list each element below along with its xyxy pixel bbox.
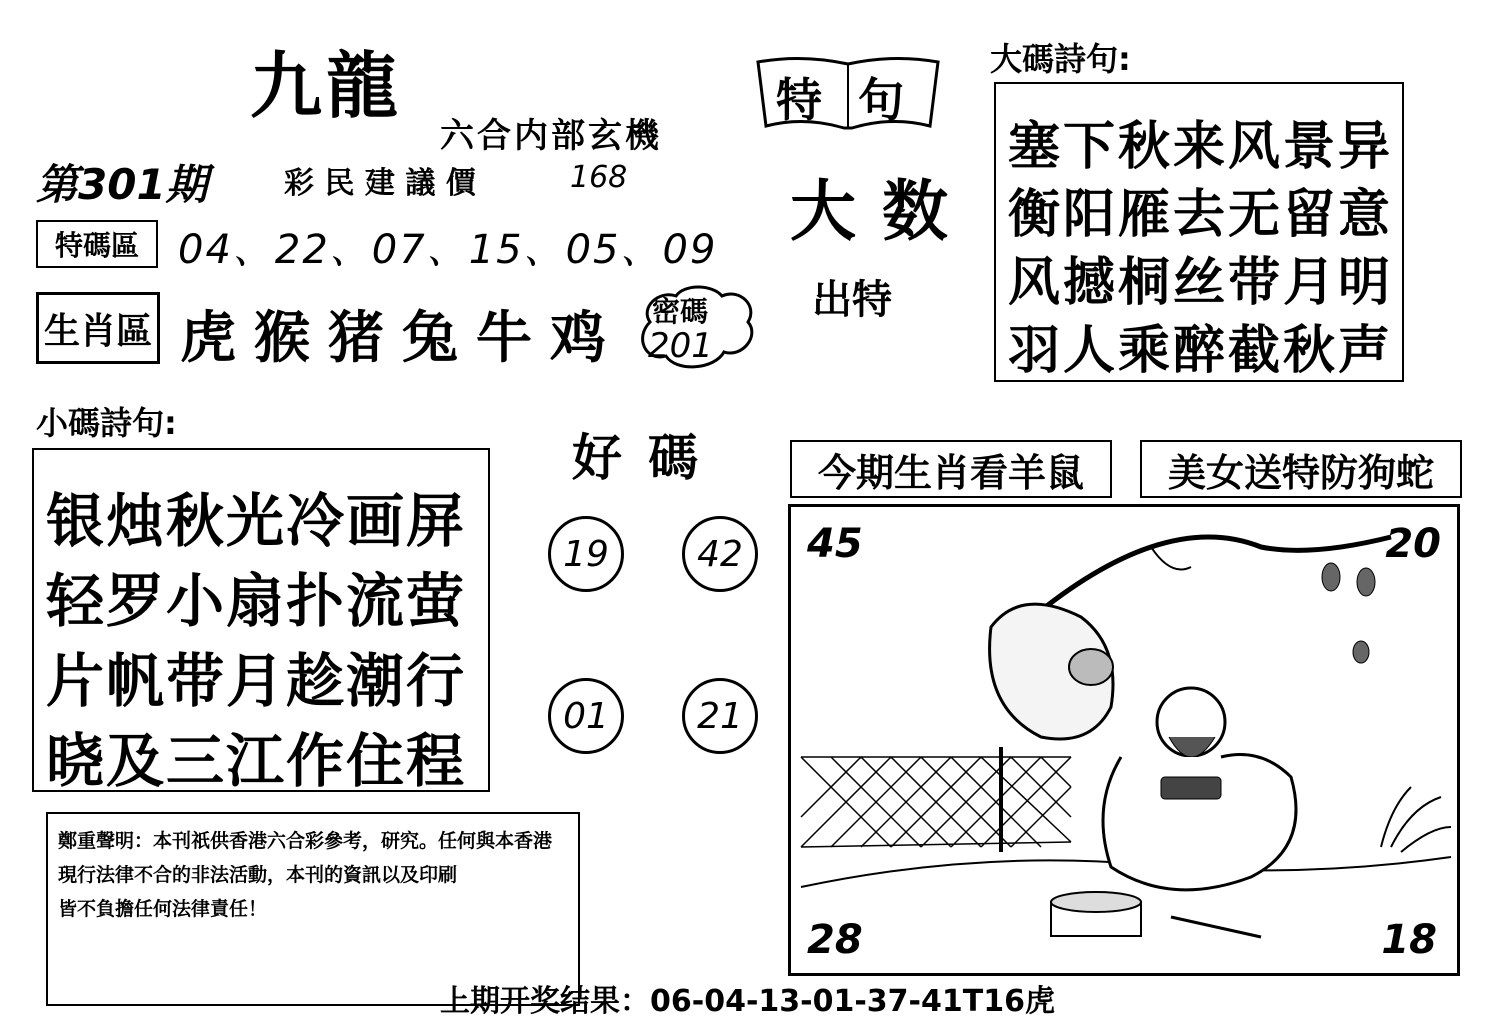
- zodiac-hint-box: [790, 440, 1112, 498]
- good-number: 01: [548, 678, 624, 754]
- small-poem-title: 小碼詩句:: [36, 404, 177, 442]
- last-result: 上期开奖结果：06-04-13-01-37-41T16虎: [440, 984, 1055, 1019]
- zodiac-zone-label-box: [36, 292, 160, 364]
- big-poem-line: 衡阳雁去无留意: [1008, 185, 1394, 245]
- corner-number-bottom-right: 18: [1381, 917, 1437, 963]
- big-poem-title: 大碼詩句:: [990, 40, 1131, 78]
- disclaimer-line: 現行法律不合的非法活動，本刊的資訊以及印刷: [58, 864, 458, 886]
- price-value: 168: [570, 160, 628, 195]
- disclaimer-line: 鄭重聲明：本刊祇供香港六合彩參考，研究。任何與本香港: [58, 830, 553, 852]
- subtitle: 六合内部玄機: [440, 116, 662, 156]
- small-poem-line: 银烛秋光冷画屏: [46, 487, 467, 555]
- book-title: 特句: [776, 73, 940, 127]
- beauty-hint-box: [1140, 440, 1462, 498]
- small-poem-line: 晓及三江作住程: [46, 727, 467, 795]
- small-poem-box: [32, 448, 490, 795]
- beauty-hint: 美女送特防狗蛇: [1167, 450, 1434, 495]
- good-number: 19: [548, 516, 624, 592]
- special-zone-label: 特碼區: [54, 229, 139, 262]
- special-zone-label-box: [36, 220, 158, 268]
- good-numbers-title: 好碼: [572, 429, 724, 487]
- special-zone-numbers: 04、22、07、15、05、09: [178, 227, 718, 273]
- zodiac-zone-label: 生肖區: [43, 310, 152, 352]
- out-special: 出特: [812, 277, 892, 323]
- disclaimer-line: 皆不負擔任何法律責任！: [58, 898, 268, 920]
- small-poem-line: 片帆带月趁潮行: [46, 647, 467, 715]
- secret-code-value: 201: [648, 326, 713, 366]
- brand-title: 九龍: [250, 43, 403, 128]
- corner-number-top-left: 45: [807, 521, 863, 567]
- big-poem-line: 风撼桐丝带月明: [1008, 253, 1394, 313]
- big-word: 大数: [790, 173, 974, 250]
- secret-code-label: 密碼: [652, 295, 709, 328]
- big-poem-box: [994, 82, 1404, 382]
- small-poem-line: 轻罗小扇扑流萤: [46, 567, 467, 635]
- illustration-drawing: [791, 507, 1457, 973]
- corner-number-top-right: 20: [1385, 521, 1441, 567]
- big-poem-line: 塞下秋来风景异: [1008, 117, 1394, 177]
- illustration-box: [788, 504, 1460, 976]
- good-number: 21: [682, 678, 758, 754]
- corner-number-bottom-left: 28: [807, 917, 863, 963]
- issue-number: 第301期: [36, 160, 208, 209]
- good-number: 42: [682, 516, 758, 592]
- big-poem-line: 羽人乘醉截秋声: [1008, 321, 1394, 381]
- zodiac-animals: 虎猴猪兔牛鸡: [180, 306, 624, 371]
- zodiac-hint: 今期生肖看羊鼠: [817, 450, 1084, 495]
- price-label: 彩 民 建 議 價: [284, 166, 476, 201]
